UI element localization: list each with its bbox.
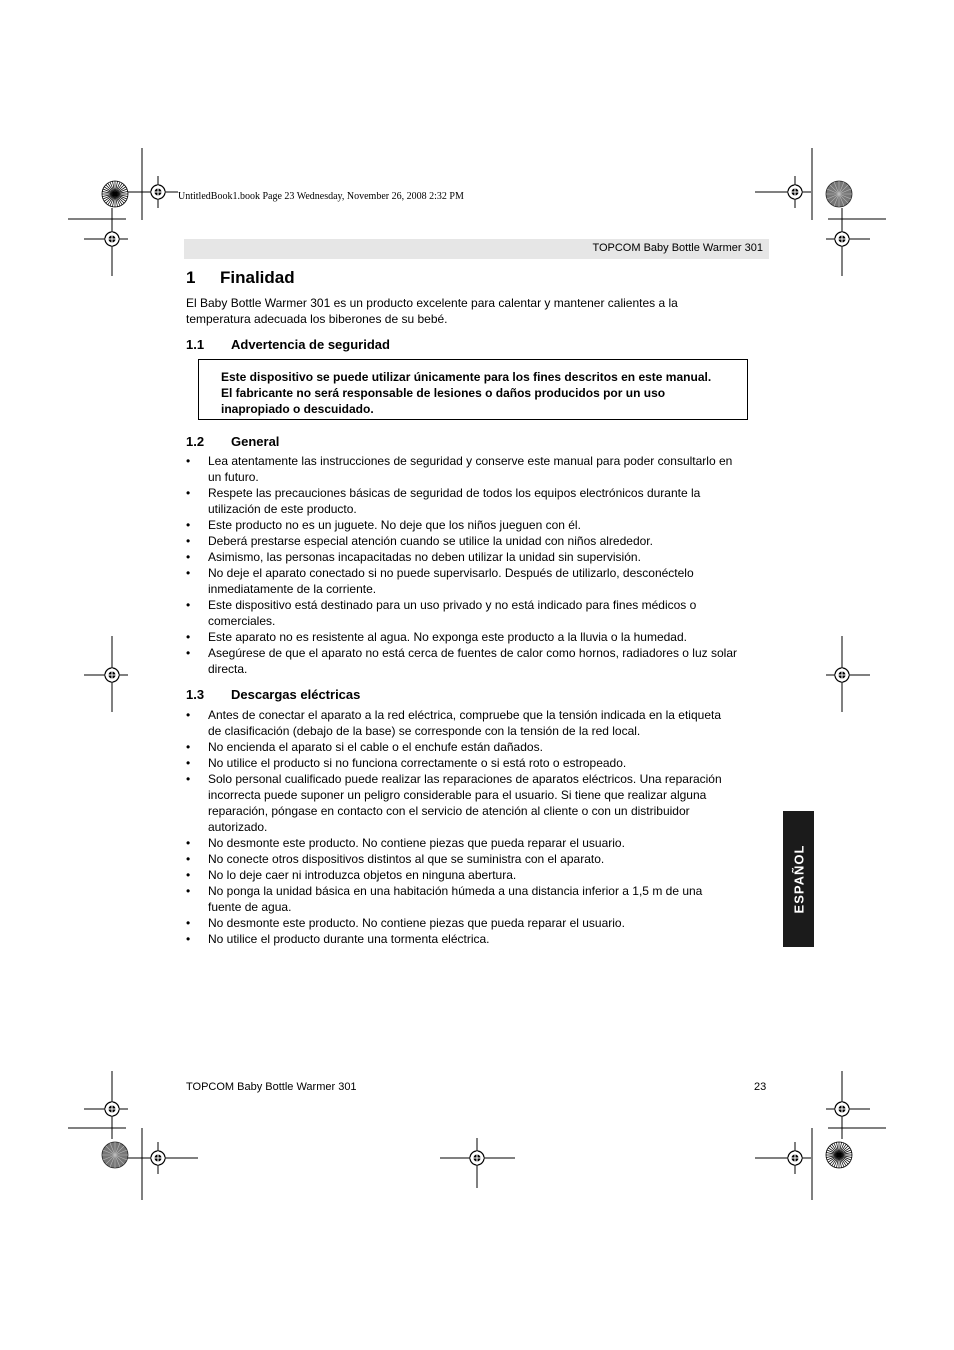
bullet-line: directa.: [208, 662, 248, 676]
bullet-item: [186, 485, 771, 517]
bullet-line: No encienda el aparato si el cable o el enchufe están dañados.: [208, 740, 543, 754]
bullet-line: inmediatamente de la corriente.: [208, 582, 377, 596]
subsection-heading: [186, 337, 390, 352]
bullet-marker: •: [186, 852, 191, 866]
bullet-line: No utilice el producto si no funciona correctamente o si está roto o estropeado.: [208, 756, 627, 770]
bullet-line: comerciales.: [208, 614, 276, 628]
subsection-title: General: [231, 434, 280, 449]
bullet-item: [186, 931, 771, 947]
general-bullet-list: [186, 453, 771, 677]
bullet-item: [186, 533, 771, 549]
bullet-item: [186, 851, 771, 867]
bullet-item: [186, 517, 771, 533]
bullet-marker: •: [186, 518, 191, 532]
bullet-line: Asegúrese de que el aparato no está cerca de fuentes de calor como hornos, radiadores o luz solar: [208, 646, 737, 660]
bullet-marker: •: [186, 630, 191, 644]
intro-line: El Baby Bottle Warmer 301 es un producto excelente para calentar y mantener calientes a la: [186, 296, 678, 310]
subsection-title: Descargas eléctricas: [231, 687, 361, 702]
bullet-marker: •: [186, 708, 191, 722]
bullet-marker: •: [186, 566, 191, 580]
bullet-item: [186, 835, 771, 851]
warning-line: Este dispositivo se puede utilizar únicamente para los fines descritos en este manual.: [221, 370, 712, 384]
bullet-marker: •: [186, 884, 191, 898]
bullet-item: [186, 645, 771, 677]
bullet-line: autorizado.: [208, 820, 268, 834]
bullet-line: fuente de agua.: [208, 900, 292, 914]
bullet-marker: •: [186, 772, 191, 786]
bullet-line: No desmonte este producto. No contiene piezas que pueda reparar el usuario.: [208, 916, 625, 930]
bullet-marker: •: [186, 836, 191, 850]
bullet-line: Lea atentamente las instrucciones de seguridad y conserve este manual para poder consultarlo en: [208, 454, 733, 468]
bullet-marker: •: [186, 598, 191, 612]
bullet-line: de clasificación (debajo de la base) se corresponde con la tensión de la red local.: [208, 724, 641, 738]
safety-warning-box: [198, 359, 748, 420]
bullet-item: [186, 867, 771, 883]
bullet-marker: •: [186, 486, 191, 500]
bullet-line: Antes de conectar el aparato a la red eléctrica, compruebe que la tensión indicada en la etiqueta: [208, 708, 721, 722]
bullet-item: [186, 739, 771, 755]
section-title: Finalidad: [220, 268, 295, 287]
print-info: UntitledBook1.book Page 23 Wednesday, November 26, 2008 2:32 PM: [178, 191, 464, 202]
running-header: [184, 239, 769, 259]
bullet-line: No desmonte este producto. No contiene piezas que pueda reparar el usuario.: [208, 836, 625, 850]
bullet-item: [186, 549, 771, 565]
bullet-line: No lo deje caer ni introduzca objetos en ninguna abertura.: [208, 868, 517, 882]
bullet-line: No deje el aparato conectado si no puede supervisarlo. Después de utilizarlo, desconéctelo: [208, 566, 694, 580]
bullet-marker: •: [186, 454, 191, 468]
warning-line: inapropiado o descuidado.: [221, 402, 374, 416]
page-number: 23: [754, 1081, 767, 1093]
bullet-marker: •: [186, 646, 191, 660]
bullet-item: [186, 707, 771, 739]
bullet-item: [186, 629, 771, 645]
bullet-marker: •: [186, 740, 191, 754]
intro-paragraph: [186, 295, 756, 327]
bullet-line: No ponga la unidad básica en una habitación húmeda a una distancia inferior a 1,5 m de una: [208, 884, 703, 898]
subsection-number: 1.2: [186, 434, 205, 449]
subsection-title: Advertencia de seguridad: [231, 337, 390, 352]
language-tab: [783, 811, 814, 947]
bullet-line: Asimismo, las personas incapacitadas no deben utilizar la unidad sin supervisión.: [208, 550, 641, 564]
intro-line: temperatura adecuada los biberones de su bebé.: [186, 312, 448, 326]
bullet-marker: •: [186, 868, 191, 882]
bullet-line: Deberá prestarse especial atención cuando se utilice la unidad con niños alrededor.: [208, 534, 653, 548]
bullet-line: Este dispositivo está destinado para un uso privado y no está indicado para fines médicos o: [208, 598, 697, 612]
bullet-line: un futuro.: [208, 470, 259, 484]
bullet-marker: •: [186, 534, 191, 548]
bullet-marker: •: [186, 932, 191, 946]
bullet-line: Este aparato no es resistente al agua. No exponga este producto a la lluvia o la humedad.: [208, 630, 687, 644]
bullet-line: Respete las precauciones básicas de seguridad de todos los equipos electrónicos durante la: [208, 486, 701, 500]
bullet-item: [186, 453, 771, 485]
electric-bullet-list: [186, 707, 771, 947]
bullet-marker: •: [186, 916, 191, 930]
bullet-line: incorrecta puede suponer un peligro considerable para el usuario. Si tiene que realizar alguna: [208, 788, 707, 802]
warning-line: El fabricante no será responsable de lesiones o daños producidos por un uso: [221, 386, 666, 400]
bullet-item: [186, 755, 771, 771]
bullet-line: reparación, póngase en contacto con el servicio de atención al cliente o con un distribuidor: [208, 804, 690, 818]
subsection-number: 1.3: [186, 687, 205, 702]
bullet-line: Este producto no es un juguete. No deje que los niños jueguen con él.: [208, 518, 581, 532]
bullet-line: Solo personal cualificado puede realizar las reparaciones de aparatos eléctricos. Una reparación: [208, 772, 722, 786]
bullet-marker: •: [186, 756, 191, 770]
subsection-heading: [186, 687, 360, 702]
subsection-number: 1.1: [186, 337, 205, 352]
header-title: TOPCOM Baby Bottle Warmer 301: [592, 242, 763, 254]
bullet-line: utilización de este producto.: [208, 502, 357, 516]
section-number: 1: [186, 268, 196, 287]
footer-title: TOPCOM Baby Bottle Warmer 301: [186, 1081, 357, 1093]
bullet-item: [186, 771, 771, 835]
bullet-item: [186, 597, 771, 629]
bullet-line: No utilice el producto durante una tormenta eléctrica.: [208, 932, 490, 946]
bullet-line: No conecte otros dispositivos distintos al que se suministra con el aparato.: [208, 852, 605, 866]
bullet-marker: •: [186, 550, 191, 564]
bullet-item: [186, 883, 771, 915]
language-tab-label: ESPAÑOL: [791, 844, 806, 914]
subsection-heading: [186, 434, 279, 449]
bullet-item: [186, 915, 771, 931]
section-heading: [186, 268, 295, 288]
bullet-item: [186, 565, 771, 597]
